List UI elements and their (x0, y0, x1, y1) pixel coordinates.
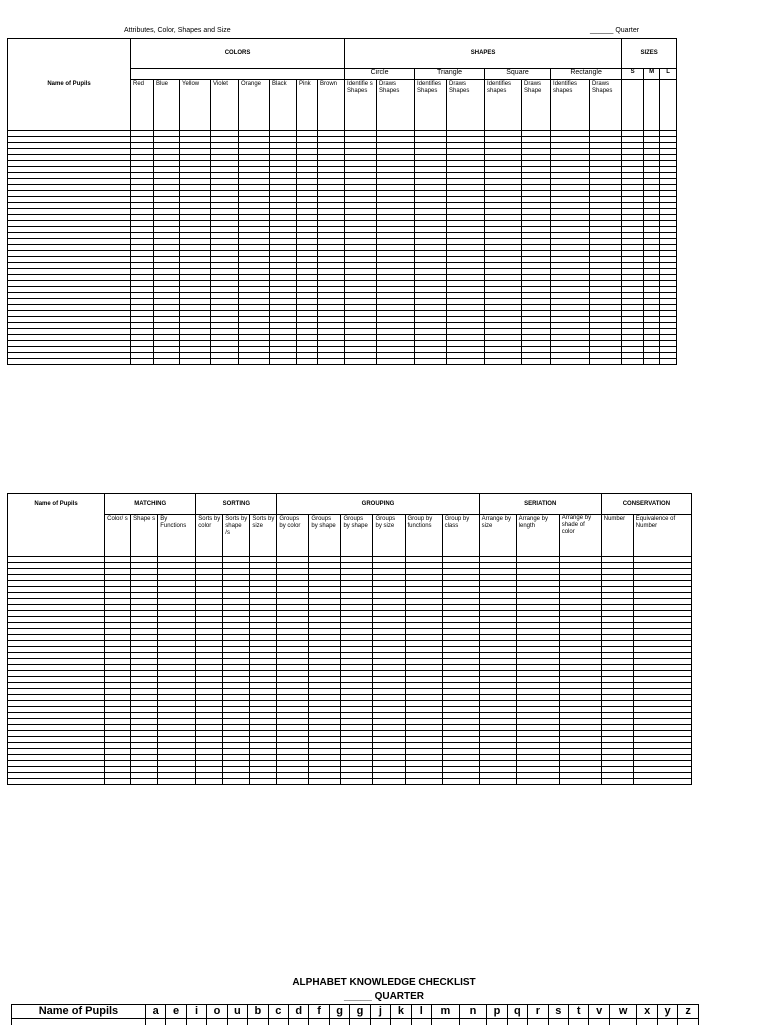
sub-header: Sorts by shape /s (223, 515, 250, 557)
table-cell[interactable] (391, 1019, 411, 1025)
table-cell[interactable] (309, 779, 341, 785)
sub-header: Sorts by color (196, 515, 223, 557)
table-cell[interactable] (622, 359, 644, 365)
letter-header: s (548, 1005, 568, 1019)
table-cell[interactable] (548, 1019, 568, 1025)
table-cell[interactable] (522, 359, 551, 365)
sub-header: Arrange by length (516, 515, 559, 557)
sub-header: Arrange by size (479, 515, 516, 557)
name-spacer (8, 515, 105, 557)
letter-header: k (391, 1005, 411, 1019)
sub-header: Sorts by size (250, 515, 277, 557)
table-cell[interactable] (637, 1019, 657, 1025)
table-cell[interactable] (239, 359, 270, 365)
attributes-table (7, 38, 677, 365)
letter-header: a (145, 1005, 165, 1019)
table-row (8, 779, 692, 785)
sub-header: Number (601, 515, 633, 557)
table-cell[interactable] (288, 1019, 308, 1025)
letter-header: c (268, 1005, 288, 1019)
letter-header: m (432, 1005, 460, 1019)
sub-header: Groups by size (373, 515, 405, 557)
color-brown: Brown (318, 80, 345, 131)
table-cell[interactable] (154, 359, 180, 365)
table-cell[interactable] (345, 359, 377, 365)
letter-header: t (568, 1005, 588, 1019)
sizes-header: SIZES (622, 39, 677, 69)
letter-header: p (487, 1005, 507, 1019)
table-cell[interactable] (415, 359, 447, 365)
letter-header: u (227, 1005, 247, 1019)
seriation-header: SERIATION (479, 494, 601, 515)
letter-header: g (329, 1005, 349, 1019)
table-cell[interactable] (186, 1019, 206, 1025)
letter-header: z (678, 1005, 699, 1019)
table-cell[interactable] (268, 1019, 288, 1025)
table-cell[interactable] (660, 359, 677, 365)
table-cell[interactable] (211, 359, 239, 365)
sorting-header: SORTING (196, 494, 277, 515)
table-cell[interactable] (329, 1019, 349, 1025)
table-cell[interactable] (442, 779, 479, 785)
letter-header: v (589, 1005, 609, 1019)
sub-header: Color/ s (105, 515, 131, 557)
table-cell[interactable] (12, 1019, 146, 1025)
table-cell[interactable] (131, 359, 154, 365)
table-cell[interactable] (158, 779, 196, 785)
shape-sub: Draws Shapes (447, 80, 485, 131)
shape-sub: Identifies Shapes (415, 80, 447, 131)
alphabet-checklist-quarter: _____ QUARTER (0, 991, 768, 1002)
name-of-pupils-header: Name of Pupils (8, 494, 105, 515)
sub-header: Arrange by shade of color (559, 515, 601, 557)
table-cell[interactable] (507, 1019, 527, 1025)
table-cell[interactable] (432, 1019, 460, 1025)
table-cell[interactable] (551, 359, 590, 365)
shape-sub: Draws Shapes (377, 80, 415, 131)
table-cell[interactable] (373, 779, 405, 785)
colors-spacer (131, 69, 345, 80)
color-black: Black (270, 80, 297, 131)
table-cell[interactable] (370, 1019, 390, 1025)
size-l: L (660, 69, 677, 80)
shape-sub: Identifies shapes (485, 80, 522, 131)
letter-header: o (207, 1005, 227, 1019)
letter-header: y (657, 1005, 677, 1019)
grouping-header: GROUPING (277, 494, 479, 515)
table-cell[interactable] (350, 1019, 370, 1025)
color-pink: Pink (297, 80, 318, 131)
table-cell[interactable] (657, 1019, 677, 1025)
size-cell (660, 80, 677, 131)
name-of-pupils-header: Name of Pupils (12, 1005, 146, 1019)
table-cell[interactable] (8, 779, 105, 785)
color-orange: Orange (239, 80, 270, 131)
colors-header: COLORS (131, 39, 345, 69)
size-cell (644, 80, 660, 131)
sub-header: Group by functions (405, 515, 442, 557)
table-cell[interactable] (145, 1019, 165, 1025)
table-cell[interactable] (644, 359, 660, 365)
table-cell[interactable] (447, 359, 485, 365)
shape-group-triangle: Triangle (415, 69, 485, 80)
table-cell[interactable] (568, 1019, 588, 1025)
table-cell[interactable] (309, 1019, 329, 1025)
shape-group-rectangle: Rectangle (551, 69, 622, 80)
table-cell[interactable] (8, 359, 131, 365)
table-row (8, 359, 677, 365)
table-cell[interactable] (590, 359, 622, 365)
concepts-table (7, 493, 692, 785)
table-cell[interactable] (528, 1019, 548, 1025)
letter-header: r (528, 1005, 548, 1019)
shape-sub: Identifies shapes (551, 80, 590, 131)
letter-header: i (186, 1005, 206, 1019)
letter-header: l (411, 1005, 431, 1019)
letter-header: j (370, 1005, 390, 1019)
table-cell[interactable] (270, 359, 297, 365)
table-cell[interactable] (131, 779, 158, 785)
shapes-header: SHAPES (345, 39, 622, 69)
table-cell[interactable] (341, 779, 373, 785)
sheet1-title: Attributes, Color, Shapes and Size (124, 27, 231, 34)
sheet1-quarter (590, 27, 639, 34)
letter-header: q (507, 1005, 527, 1019)
table-cell[interactable] (207, 1019, 227, 1025)
name-of-pupils-header: Name of Pupils (8, 39, 131, 131)
letter-header: d (288, 1005, 308, 1019)
sub-header: Groups by shape (309, 515, 341, 557)
table-cell[interactable] (248, 1019, 268, 1025)
matching-header: MATCHING (105, 494, 196, 515)
alphabet-table (11, 1004, 699, 1025)
table-cell[interactable] (633, 779, 691, 785)
table-cell[interactable] (227, 1019, 247, 1025)
sub-header: By Functions (158, 515, 196, 557)
table-cell[interactable] (559, 779, 601, 785)
letter-header: n (459, 1005, 487, 1019)
color-violet: Violet (211, 80, 239, 131)
table-cell[interactable] (601, 779, 633, 785)
size-m: M (644, 69, 660, 80)
size-s: S (622, 69, 644, 80)
table-cell[interactable] (678, 1019, 699, 1025)
table-cell[interactable] (479, 779, 516, 785)
sub-header: Group by class (442, 515, 479, 557)
quarter-blank: ______ (590, 27, 613, 34)
sub-header: Groups by shape (341, 515, 373, 557)
shape-group-square: Square (485, 69, 551, 80)
size-cell (622, 80, 644, 131)
table-cell[interactable] (105, 779, 131, 785)
table-cell[interactable] (180, 359, 211, 365)
letter-header: w (609, 1005, 637, 1019)
alphabet-checklist-title: ALPHABET KNOWLEDGE CHECKLIST (0, 977, 768, 988)
table-cell[interactable] (516, 779, 559, 785)
color-blue: Blue (154, 80, 180, 131)
table-cell[interactable] (589, 1019, 609, 1025)
shape-group-circle: Circle (345, 69, 415, 80)
table-cell[interactable] (485, 359, 522, 365)
table-cell[interactable] (411, 1019, 431, 1025)
sub-header: Groups by color (277, 515, 309, 557)
letter-header: g (350, 1005, 370, 1019)
table-cell[interactable] (196, 779, 223, 785)
table-cell[interactable] (609, 1019, 637, 1025)
table-cell[interactable] (277, 779, 309, 785)
table-cell[interactable] (166, 1019, 186, 1025)
sub-header: Shape s (131, 515, 158, 557)
sub-header: Equivalence of Number (633, 515, 691, 557)
color-red: Red (131, 80, 154, 131)
letter-header: x (637, 1005, 657, 1019)
shape-sub: Identifie s Shapes (345, 80, 377, 131)
table-cell[interactable] (318, 359, 345, 365)
letter-header: e (166, 1005, 186, 1019)
table-cell[interactable] (459, 1019, 487, 1025)
table-cell[interactable] (487, 1019, 507, 1025)
table-cell[interactable] (223, 779, 250, 785)
shape-sub: Draws Shape (522, 80, 551, 131)
table-cell[interactable] (405, 779, 442, 785)
color-yellow: Yellow (180, 80, 211, 131)
table-cell[interactable] (250, 779, 277, 785)
table-cell[interactable] (297, 359, 318, 365)
letter-header: b (248, 1005, 268, 1019)
table-cell[interactable] (377, 359, 415, 365)
conservation-header: CONSERVATION (601, 494, 691, 515)
letter-header: f (309, 1005, 329, 1019)
quarter-label: Quarter (615, 27, 639, 34)
shape-sub: Draws Shapes (590, 80, 622, 131)
